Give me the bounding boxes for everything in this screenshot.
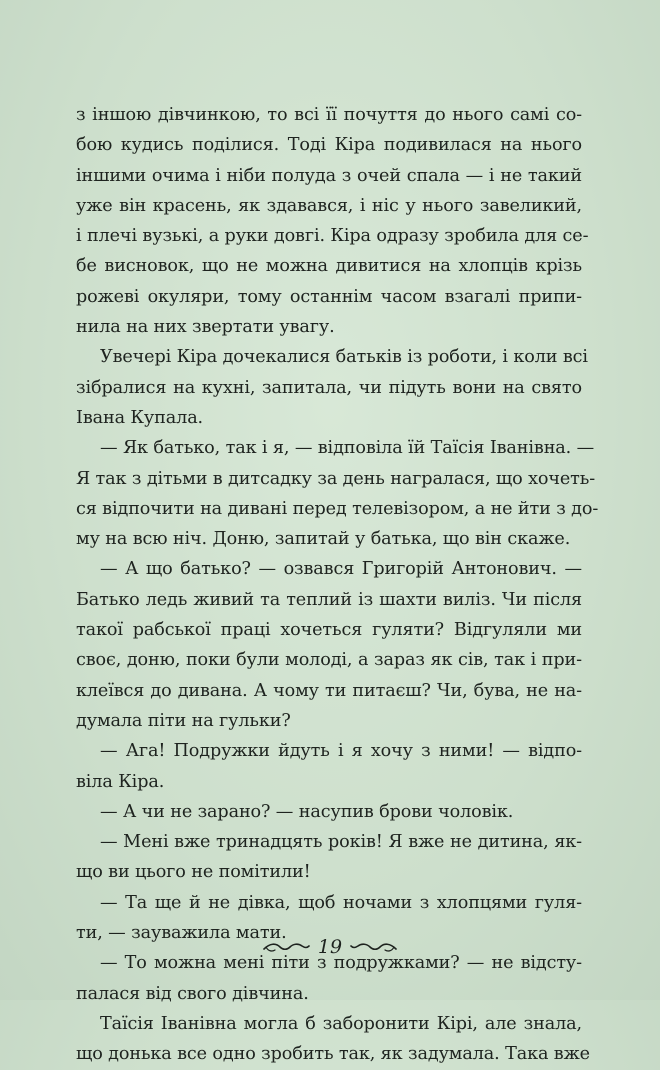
text-line: з іншою дівчинкою, то всі її почуття до нього самі со-	[76, 105, 582, 125]
text-line: що ви цього не помітили!	[76, 862, 311, 883]
page-footer	[0, 936, 660, 958]
text-line: — А що батько? — озвався Григорій Антонович. —	[100, 559, 582, 580]
text-line: і плечі вузькі, а руки довгі. Кіра одразу зробила для се-	[76, 226, 589, 247]
text-line: іншими очима і ніби полуда з очей спала — і не такий	[76, 165, 582, 186]
text-line: клеївся до дивана. А чому ти питаєш? Чи, бува, не на-	[76, 680, 582, 701]
page-body	[76, 100, 599, 1070]
text-line: ся відпочити на дивані перед телевізором, а не йти з до-	[76, 498, 599, 519]
page-number: 19	[317, 936, 343, 958]
text-line: Івана Купала.	[76, 407, 204, 428]
text-line: му на всю ніч. Доню, запитай у батька, що він скаже.	[76, 529, 571, 550]
text-line: Я так з дітьми в дитсадку за день награлася, що хочеть-	[76, 468, 596, 489]
text-line: — Мені вже тринадцять років! Я вже не дитина, як-	[100, 832, 582, 853]
text-line: нила на них звертати увагу.	[76, 317, 335, 338]
text-line: — То можна мені піти з подружками? — не відсту-	[100, 953, 582, 974]
text-line: — Ага! Подружки йдуть і я хочу з ними! — відпо-	[100, 741, 582, 762]
text-line: рожеві окуляри, тому останнім часом взагалі припи-	[76, 286, 582, 307]
left-flourish-icon	[262, 940, 310, 954]
text-line: зібралися на кухні, запитала, чи підуть вони на свято	[76, 377, 582, 398]
text-line: — Як батько, так і я, — відповіла їй Таїсія Іванівна. —	[100, 438, 595, 459]
text-line: Увечері Кіра дочекалися батьків із роботи, і коли всі	[100, 347, 588, 368]
text-line: бе висновок, що не можна дивитися на хлопців крізь	[76, 256, 582, 277]
text-line: Батько ледь живий та теплий із шахти виліз. Чи після	[76, 589, 582, 610]
text-line: такої рабської праці хочеться гуляти? Відгуляли ми	[76, 620, 582, 641]
text-line: Таїсія Іванівна могла б заборонити Кірі, але знала,	[100, 1013, 582, 1034]
text-line: бою кудись поділися. Тоді Кіра подивилася на нього	[76, 135, 582, 156]
text-line: уже він красень, як здавався, і ніс у нього завеликий,	[76, 195, 582, 216]
text-line: — А чи не зарано? — насупив брови чоловік.	[100, 801, 514, 822]
text-line: палася від свого дівчина.	[76, 983, 309, 1004]
right-flourish-icon	[350, 940, 398, 954]
text-line: віла Кіра.	[76, 771, 165, 792]
text-line: — Та ще й не дівка, щоб ночами з хлопцями гуля-	[100, 892, 582, 913]
text-line: що донька все одно зробить так, як задумала. Така вже	[76, 1044, 590, 1065]
text-line: своє, доню, поки були молоді, а зараз як сів, так і при-	[76, 650, 582, 671]
text-line: ти, — зауважила мати.	[76, 923, 287, 944]
text-line: думала піти на гульки?	[76, 710, 291, 731]
